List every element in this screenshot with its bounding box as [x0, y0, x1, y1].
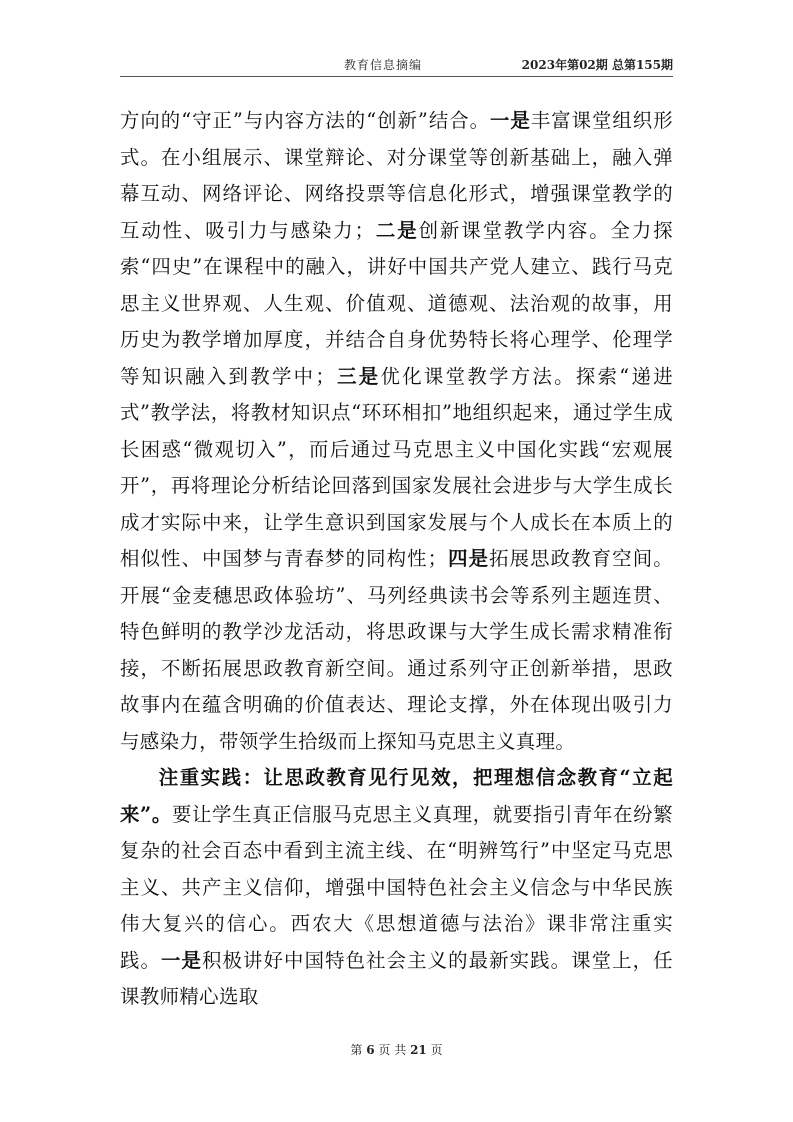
page-header — [120, 56, 673, 78]
footer-middle: 页 共 — [378, 1043, 407, 1057]
text-run: 方向的“守正”与内容方法的“创新”结合。 — [120, 109, 491, 132]
text-run: 要让学生真正信服马克思主义真理，就要指引青年在纷繁复杂的社会百态中看到主流主线、在“明辨笃行”中坚定马克思主义、共产主义信仰，增强中国特色社会主义信念与中华民族伟大复兴的信心。西农大《思想道德与法治》课非常注重实践。 — [120, 802, 674, 972]
paragraph-1 — [120, 103, 673, 760]
ordinal-marker: 二是 — [374, 218, 419, 242]
section-heading: 注重实践：让思政教育见行见效，把理想信念教育“立起来”。 — [120, 766, 673, 826]
header-divider — [120, 76, 673, 77]
ordinal-marker: 一是 — [490, 109, 531, 132]
text-run: 丰富课堂组织形式。在小组展示、课堂辩论、对分课堂等创新基础上，融入弹幕互动、网络评论、网络投票等信息化形式，增强课堂教学的互动性、吸引力与感染力； — [120, 109, 673, 242]
page-footer — [0, 1041, 793, 1058]
text-run: 拓展思政教育空间。开展“金麦穗思政体验坊”、马列经典读书会等系列主题连贯、特色鲜明的教学沙龙活动，将思政课与大学生成长需求精准衔接，不断拓展思政教育新空间。通过系列守正创新举措，思政故事内在蕴含明确的价值表达、理论支撑，外在体现出吸引力与感染力，带领学生拾级而上探知马克思主义真理。 — [120, 547, 673, 753]
footer-suffix: 页 — [430, 1043, 443, 1057]
total-pages: 21 — [410, 1043, 427, 1057]
text-run: 创新课堂教学内容。全力探索“四史”在课程中的融入，讲好中国共产党人建立、践行马克思主义世界观、人生观、价值观、道德观、法治观的故事，用历史为教学增加厚度，并结合自身优势特长将心理学、伦理学等知识融入到教学中； — [120, 218, 673, 388]
text-run: 优化课堂教学方法。探索“递进式”教学法，将教材知识点“环环相扣”地组织起来，通过学生成长困惑“微观切入”，而后通过马克思主义中国化实践“宏观展开”，再将理论分析结论回落到国家发展社会进步与大学生成长成才实际中来，让学生意识到国家发展与个人成长在本质上的相似性、中国梦与青春梦的同构性； — [120, 364, 674, 570]
article-body — [120, 103, 673, 1016]
page-number: 6 — [366, 1043, 375, 1057]
ordinal-marker: 一是 — [161, 948, 203, 972]
ordinal-marker: 四是 — [447, 547, 490, 570]
ordinal-marker: 三是 — [335, 364, 381, 388]
paragraph-2 — [120, 760, 673, 1016]
journal-title: 教育信息摘编 — [344, 58, 423, 72]
footer-prefix: 第 — [350, 1043, 363, 1057]
text-run: 积极讲好中国特色社会主义的最新实践。课堂上，任课教师精心选取 — [120, 948, 673, 1008]
issue-number: 2023年第02期 总第155期 — [521, 58, 673, 72]
